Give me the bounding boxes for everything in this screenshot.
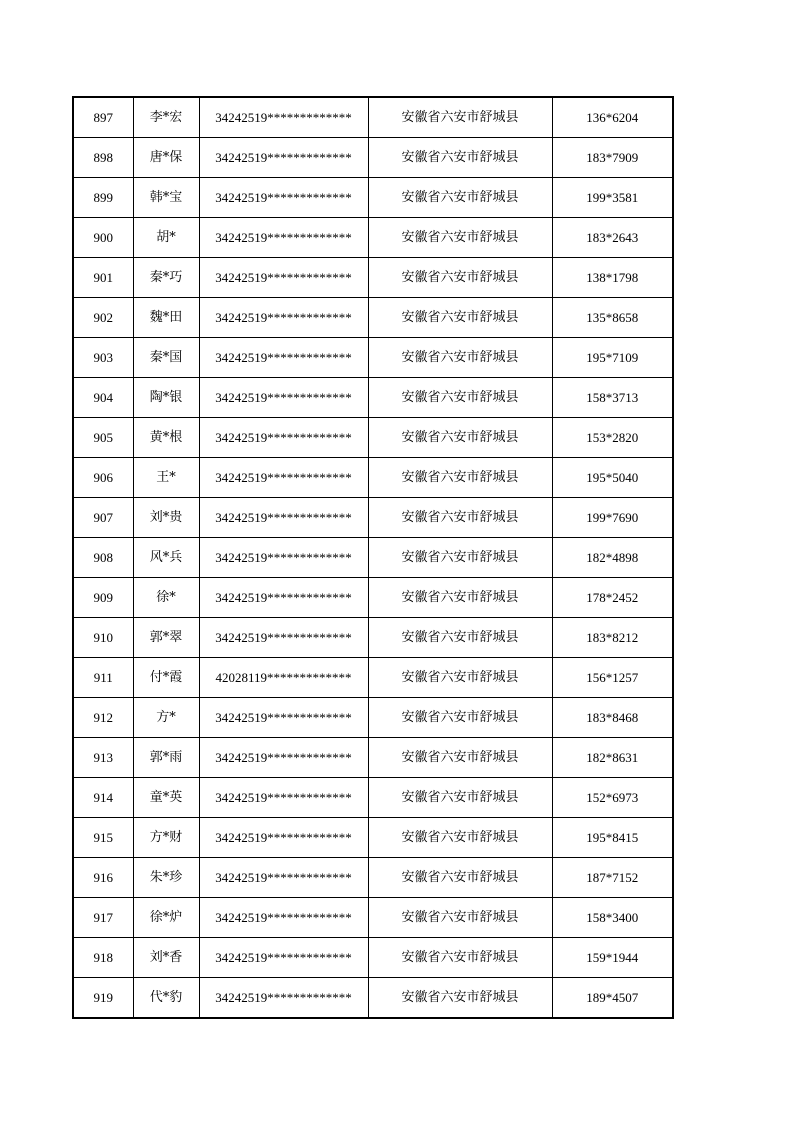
name-cell: 黄*根 — [133, 418, 199, 458]
phone-cell: 183*8468 — [552, 698, 673, 738]
id-number-cell: 34242519************* — [199, 538, 368, 578]
table-row — [73, 338, 673, 378]
table-row — [73, 97, 673, 138]
name-cell: 唐*保 — [133, 138, 199, 178]
address-cell: 安徽省六安市舒城县 — [368, 97, 552, 138]
address-cell: 安徽省六安市舒城县 — [368, 458, 552, 498]
table-row — [73, 618, 673, 658]
row-number-cell: 907 — [73, 498, 133, 538]
address-cell: 安徽省六安市舒城县 — [368, 338, 552, 378]
row-number-cell: 919 — [73, 978, 133, 1019]
address-cell: 安徽省六安市舒城县 — [368, 178, 552, 218]
name-cell: 秦*国 — [133, 338, 199, 378]
row-number-cell: 912 — [73, 698, 133, 738]
phone-cell: 195*5040 — [552, 458, 673, 498]
id-number-cell: 34242519************* — [199, 698, 368, 738]
row-number-cell: 904 — [73, 378, 133, 418]
name-cell: 方* — [133, 698, 199, 738]
row-number-cell: 917 — [73, 898, 133, 938]
id-number-cell: 34242519************* — [199, 578, 368, 618]
id-number-cell: 34242519************* — [199, 378, 368, 418]
row-number-cell: 900 — [73, 218, 133, 258]
name-cell: 代*豹 — [133, 978, 199, 1019]
address-cell: 安徽省六安市舒城县 — [368, 658, 552, 698]
phone-cell: 195*8415 — [552, 818, 673, 858]
address-cell: 安徽省六安市舒城县 — [368, 138, 552, 178]
row-number-cell: 901 — [73, 258, 133, 298]
table-row — [73, 418, 673, 458]
id-number-cell: 34242519************* — [199, 618, 368, 658]
table-row — [73, 218, 673, 258]
name-cell: 李*宏 — [133, 97, 199, 138]
phone-cell: 199*3581 — [552, 178, 673, 218]
table-row — [73, 498, 673, 538]
address-cell: 安徽省六安市舒城县 — [368, 418, 552, 458]
name-cell: 韩*宝 — [133, 178, 199, 218]
name-cell: 付*霞 — [133, 658, 199, 698]
name-cell: 郭*雨 — [133, 738, 199, 778]
row-number-cell: 913 — [73, 738, 133, 778]
name-cell: 方*财 — [133, 818, 199, 858]
row-number-cell: 903 — [73, 338, 133, 378]
phone-cell: 187*7152 — [552, 858, 673, 898]
phone-cell: 182*8631 — [552, 738, 673, 778]
name-cell: 郭*翠 — [133, 618, 199, 658]
name-cell: 徐*炉 — [133, 898, 199, 938]
name-cell: 童*英 — [133, 778, 199, 818]
row-number-cell: 908 — [73, 538, 133, 578]
row-number-cell: 897 — [73, 97, 133, 138]
row-number-cell: 918 — [73, 938, 133, 978]
id-number-cell: 42028119************* — [199, 658, 368, 698]
row-number-cell: 914 — [73, 778, 133, 818]
phone-cell: 136*6204 — [552, 97, 673, 138]
phone-cell: 135*8658 — [552, 298, 673, 338]
phone-cell: 189*4507 — [552, 978, 673, 1019]
table-row — [73, 538, 673, 578]
address-cell: 安徽省六安市舒城县 — [368, 698, 552, 738]
table-row — [73, 258, 673, 298]
address-cell: 安徽省六安市舒城县 — [368, 578, 552, 618]
address-cell: 安徽省六安市舒城县 — [368, 778, 552, 818]
table-row — [73, 738, 673, 778]
name-cell: 王* — [133, 458, 199, 498]
id-number-cell: 34242519************* — [199, 818, 368, 858]
address-cell: 安徽省六安市舒城县 — [368, 618, 552, 658]
table-row — [73, 578, 673, 618]
row-number-cell: 910 — [73, 618, 133, 658]
id-number-cell: 34242519************* — [199, 938, 368, 978]
table-row — [73, 698, 673, 738]
table-row — [73, 138, 673, 178]
phone-cell: 183*2643 — [552, 218, 673, 258]
address-cell: 安徽省六安市舒城县 — [368, 378, 552, 418]
phone-cell: 183*8212 — [552, 618, 673, 658]
roster-table — [72, 96, 674, 1019]
address-cell: 安徽省六安市舒城县 — [368, 818, 552, 858]
phone-cell: 153*2820 — [552, 418, 673, 458]
row-number-cell: 909 — [73, 578, 133, 618]
id-number-cell: 34242519************* — [199, 778, 368, 818]
phone-cell: 178*2452 — [552, 578, 673, 618]
id-number-cell: 34242519************* — [199, 338, 368, 378]
phone-cell: 158*3400 — [552, 898, 673, 938]
id-number-cell: 34242519************* — [199, 298, 368, 338]
table-row — [73, 778, 673, 818]
table-row — [73, 458, 673, 498]
id-number-cell: 34242519************* — [199, 498, 368, 538]
id-number-cell: 34242519************* — [199, 858, 368, 898]
address-cell: 安徽省六安市舒城县 — [368, 898, 552, 938]
table-row — [73, 378, 673, 418]
id-number-cell: 34242519************* — [199, 97, 368, 138]
phone-cell: 152*6973 — [552, 778, 673, 818]
name-cell: 胡* — [133, 218, 199, 258]
phone-cell: 138*1798 — [552, 258, 673, 298]
roster-table-body — [73, 97, 673, 1018]
id-number-cell: 34242519************* — [199, 258, 368, 298]
id-number-cell: 34242519************* — [199, 738, 368, 778]
name-cell: 朱*珍 — [133, 858, 199, 898]
name-cell: 秦*巧 — [133, 258, 199, 298]
name-cell: 陶*银 — [133, 378, 199, 418]
id-number-cell: 34242519************* — [199, 898, 368, 938]
address-cell: 安徽省六安市舒城县 — [368, 938, 552, 978]
name-cell: 风*兵 — [133, 538, 199, 578]
address-cell: 安徽省六安市舒城县 — [368, 738, 552, 778]
name-cell: 刘*香 — [133, 938, 199, 978]
row-number-cell: 915 — [73, 818, 133, 858]
row-number-cell: 905 — [73, 418, 133, 458]
row-number-cell: 899 — [73, 178, 133, 218]
phone-cell: 158*3713 — [552, 378, 673, 418]
id-number-cell: 34242519************* — [199, 218, 368, 258]
row-number-cell: 902 — [73, 298, 133, 338]
phone-cell: 156*1257 — [552, 658, 673, 698]
phone-cell: 195*7109 — [552, 338, 673, 378]
address-cell: 安徽省六安市舒城县 — [368, 498, 552, 538]
name-cell: 刘*贵 — [133, 498, 199, 538]
address-cell: 安徽省六安市舒城县 — [368, 218, 552, 258]
table-row — [73, 658, 673, 698]
phone-cell: 159*1944 — [552, 938, 673, 978]
address-cell: 安徽省六安市舒城县 — [368, 298, 552, 338]
id-number-cell: 34242519************* — [199, 458, 368, 498]
address-cell: 安徽省六安市舒城县 — [368, 978, 552, 1019]
id-number-cell: 34242519************* — [199, 978, 368, 1019]
address-cell: 安徽省六安市舒城县 — [368, 858, 552, 898]
table-row — [73, 978, 673, 1019]
id-number-cell: 34242519************* — [199, 138, 368, 178]
table-row — [73, 898, 673, 938]
address-cell: 安徽省六安市舒城县 — [368, 258, 552, 298]
table-row — [73, 858, 673, 898]
name-cell: 徐* — [133, 578, 199, 618]
table-row — [73, 938, 673, 978]
row-number-cell: 906 — [73, 458, 133, 498]
row-number-cell: 916 — [73, 858, 133, 898]
phone-cell: 183*7909 — [552, 138, 673, 178]
row-number-cell: 898 — [73, 138, 133, 178]
row-number-cell: 911 — [73, 658, 133, 698]
address-cell: 安徽省六安市舒城县 — [368, 538, 552, 578]
name-cell: 魏*田 — [133, 298, 199, 338]
table-row — [73, 818, 673, 858]
phone-cell: 199*7690 — [552, 498, 673, 538]
id-number-cell: 34242519************* — [199, 418, 368, 458]
phone-cell: 182*4898 — [552, 538, 673, 578]
table-row — [73, 298, 673, 338]
id-number-cell: 34242519************* — [199, 178, 368, 218]
table-row — [73, 178, 673, 218]
